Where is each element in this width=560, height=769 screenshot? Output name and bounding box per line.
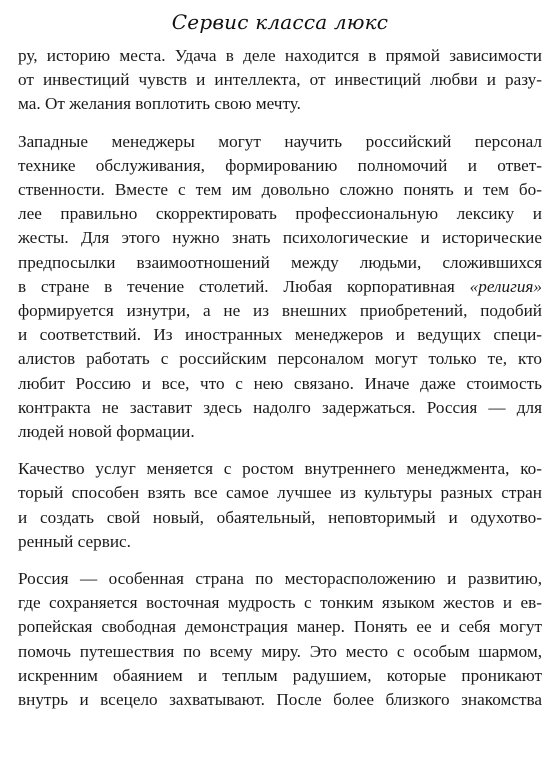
text-line: искренним обаянием и теплым радушием, которые проникают [18,665,542,685]
paragraph-3 [18,457,542,554]
text-line: ма. От желания воплотить свою мечту. [18,94,301,114]
page-body [18,44,542,725]
text-segment: в стране в течение столетий. Любая корпоративная [18,276,470,296]
text-line: лее правильно скорректировать профессиональную лексику и [18,204,542,224]
text-line: Россия — особенная страна по месторасположению и развитию, [18,569,542,589]
text-line: где сохраняется восточная мудрость с тонким языком жестов и ев- [18,593,542,613]
paragraph-4 [18,567,542,712]
text-line: Качество услуг меняется с ростом внутреннего менеджмента, ко- [18,459,542,479]
running-header: Сервис класса люкс [171,10,389,34]
text-line: технике обслуживания, формированию полномочий и ответ- [18,155,542,175]
text-line: любит Россию и все, что с нею связано. Иначе даже стоимость [18,373,542,393]
text-line: внутрь и всецело захватывают. После более близкого знакомства [18,690,542,710]
paragraph-1 [18,44,542,117]
text-line-with-italic [18,275,542,299]
text-line: и соответствий. Из иностранных менеджеров и ведущих специ- [18,325,542,345]
text-line: от инвестиций чувств и интеллекта, от инвестиций любви и разу- [18,70,542,90]
paragraph-2 [18,130,542,445]
italic-term: «религия» [469,276,542,296]
text-line: жесты. Для этого нужно знать психологические и исторические [18,228,542,248]
text-line: алистов работать с российским персоналом могут только те, кто [18,349,542,369]
text-line: контракта не заставит здесь надолго задержаться. Россия — для [18,397,542,417]
text-line: ренный сервис. [18,531,131,551]
text-line: людей новой формации. [18,422,195,442]
text-line: ственности. Вместе с тем им довольно сложно понять и тем бо- [18,180,542,200]
text-line: и создать свой новый, обаятельный, неповторимый и одухотво- [18,507,542,527]
text-line: ропейская свободная демонстрация манер. Понять ее и себя могут [18,617,542,637]
text-line: ру, историю места. Удача в деле находится в прямой зависимости [18,46,542,65]
text-line: Западные менеджеры могут научить российский персонал [18,131,542,151]
text-line: помочь путешествия по всему миру. Это место с особым шармом, [18,641,542,661]
text-line: формируется изнутри, а не из внешних приобретений, подобий [18,301,542,321]
text-line: предпосылки взаимоотношений между людьми, сложившихся [18,252,542,272]
text-line: торый способен взять все самое лучшее из культуры разных стран [18,483,542,503]
